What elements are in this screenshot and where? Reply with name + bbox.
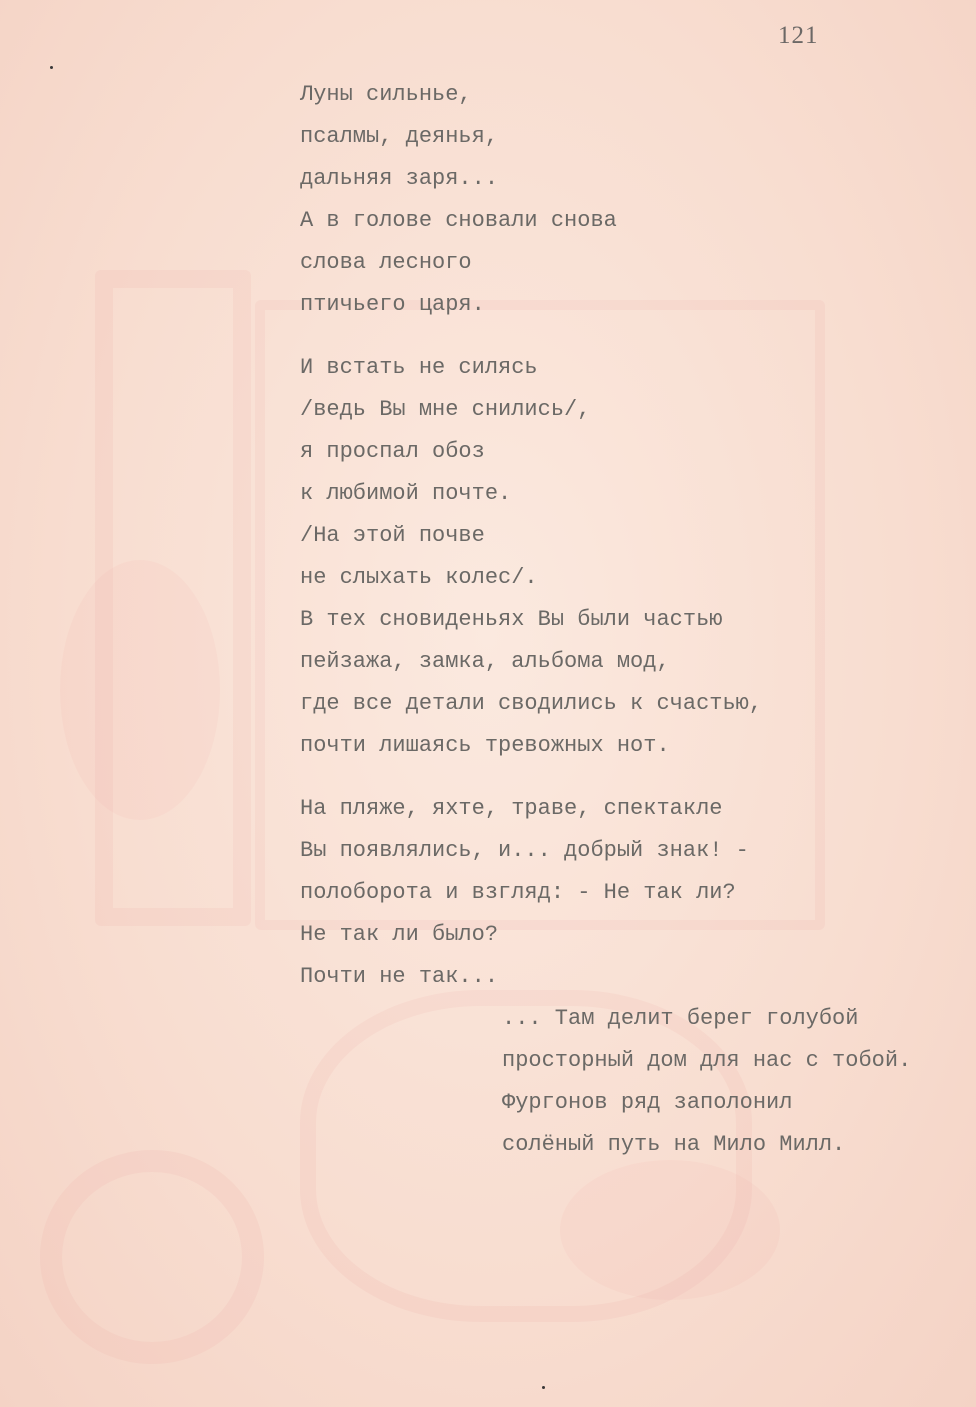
ink-speck [542, 1386, 545, 1389]
poem-line: пейзажа, замка, альбома мод, [300, 649, 670, 674]
poem-line: В тех сновиденьях Вы были частью [300, 607, 723, 632]
poem-line: солёный путь на Мило Милл. [502, 1132, 846, 1157]
poem-line: почти лишаясь тревожных нот. [300, 733, 670, 758]
poem-line: Фургонов ряд заполонил [502, 1090, 793, 1115]
poem-line: я проспал обоз [300, 439, 485, 464]
paper-stain [560, 1160, 780, 1300]
stanza [300, 74, 911, 326]
poem-line: просторный дом для нас с тобой. [502, 1048, 912, 1073]
stanza [300, 788, 911, 998]
poem-line: ... Там делит берег голубой [502, 1006, 859, 1031]
poem-line: псалмы, деянья, [300, 124, 499, 149]
poem-line: к любимой почте. [300, 481, 512, 506]
poem-line: И встать не силясь [300, 355, 538, 380]
poem-line: Не так ли было? [300, 922, 499, 947]
poem-line: Вы появлялись, и... добрый знак! - [300, 838, 749, 863]
poem-line: /На этой почве [300, 523, 485, 548]
poem-line: Почти не так... [300, 964, 499, 989]
poem-line: дальняя заря... [300, 166, 499, 191]
poem-text [300, 74, 911, 1166]
poem-line: полоборота и взгляд: - Не так ли? [300, 880, 736, 905]
paper-stain [60, 560, 220, 820]
poem-line: птичьего царя. [300, 292, 485, 317]
poem-line: не слыхать колес/. [300, 565, 538, 590]
page-number: 121 [778, 22, 819, 49]
poem-line: слова лесного [300, 250, 472, 275]
bleed-through-decoration [95, 270, 251, 926]
poem-line: На пляже, яхте, траве, спектакле [300, 796, 723, 821]
ink-speck [50, 66, 53, 69]
stanza [300, 347, 911, 767]
poem-line: Луны сильнье, [300, 82, 472, 107]
poem-line: А в голове сновали снова [300, 208, 617, 233]
bleed-through-decoration [40, 1150, 264, 1364]
stanza [300, 998, 911, 1166]
poem-line: /ведь Вы мне снились/, [300, 397, 591, 422]
poem-line: где все детали сводились к счастью, [300, 691, 763, 716]
